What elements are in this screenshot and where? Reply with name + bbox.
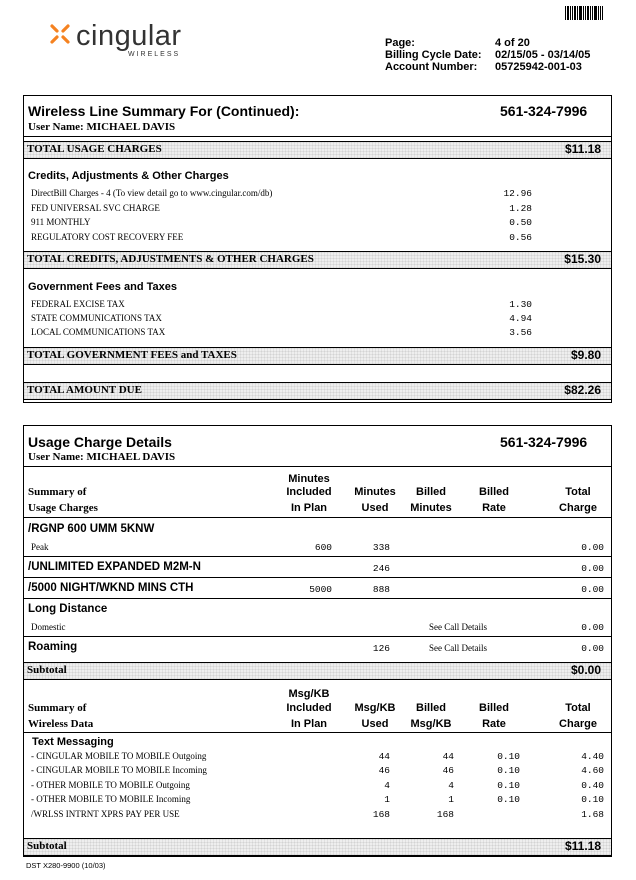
msg-billed: 4 — [448, 780, 454, 791]
total-usage-label: TOTAL USAGE CHARGES — [27, 143, 162, 155]
col-billed-2: Msg/KB — [410, 718, 452, 730]
see-call-details-note: See Call Details — [429, 643, 487, 653]
col-billed-1: Billed — [416, 702, 446, 714]
billed-rate: 0.10 — [497, 794, 520, 805]
plan-sub: Peak — [31, 542, 49, 552]
cingular-jack-icon — [48, 22, 72, 46]
minutes-used: 126 — [372, 643, 390, 654]
text-messaging-heading: Text Messaging — [32, 736, 114, 748]
col-billed-2: Minutes — [410, 502, 452, 514]
col-summary-1: Summary of — [28, 486, 87, 498]
msg-used: 4 — [384, 780, 390, 791]
gov-fee-amount: 4.94 — [509, 313, 532, 324]
msg-billed: 44 — [442, 751, 454, 762]
total-charge: 4.40 — [581, 751, 604, 762]
see-call-details-note: See Call Details — [429, 622, 487, 632]
col-included-1: Msg/KB — [288, 688, 330, 700]
col-used-2: Used — [361, 502, 389, 514]
line-summary-title: Wireless Line Summary For (Continued): — [28, 103, 300, 119]
credit-item: DirectBill Charges - 4 (To view detail go to www.cingular.com/db) — [31, 188, 273, 198]
total-usage-value: $11.18 — [564, 142, 601, 156]
minutes-included: 600 — [314, 542, 332, 553]
col-included-3: In Plan — [290, 718, 328, 730]
brand-tagline: WIRELESS — [128, 51, 181, 58]
total-usage-bar — [24, 141, 611, 159]
col-total-1: Total — [565, 486, 591, 498]
total-charge: 0.00 — [581, 542, 604, 553]
credit-item: FED UNIVERSAL SVC CHARGE — [31, 203, 160, 213]
col-included-2: Included — [286, 486, 332, 498]
total-charge: 0.00 — [581, 622, 604, 633]
msg-billed: 46 — [442, 765, 454, 776]
billing-cycle-label: Billing Cycle Date: — [385, 49, 482, 61]
col-used-1: Minutes — [354, 486, 396, 498]
msg-billed: 168 — [436, 809, 454, 820]
total-charge: 0.40 — [581, 780, 604, 791]
total-charge: 1.68 — [581, 809, 604, 820]
minutes-used: 338 — [372, 542, 390, 553]
usage-details-user: User Name: MICHAEL DAVIS — [28, 451, 176, 463]
data-row-label: - OTHER MOBILE TO MOBILE Outgoing — [31, 780, 190, 790]
total-gov-value: $9.80 — [570, 348, 601, 362]
subtotal-data-bar — [24, 838, 611, 856]
col-total-1: Total — [565, 702, 591, 714]
col-total-2: Charge — [559, 502, 597, 514]
total-credits-bar — [24, 251, 611, 269]
total-due-bar — [24, 382, 611, 400]
data-row-label: - CINGULAR MOBILE TO MOBILE Incoming — [31, 765, 207, 775]
form-number: DST X280-9900 (10/03) — [26, 861, 106, 870]
plan-name: /RGNP 600 UMM 5KNW — [28, 523, 155, 535]
col-rate-2: Rate — [482, 718, 506, 730]
roaming-heading: Roaming — [28, 641, 78, 653]
total-gov-bar — [24, 347, 611, 365]
gov-fee-item: LOCAL COMMUNICATIONS TAX — [31, 327, 166, 337]
msg-used: 1 — [384, 794, 390, 805]
subtotal-voice-bar — [24, 662, 611, 680]
total-charge: 0.00 — [581, 563, 604, 574]
col-included-3: In Plan — [290, 502, 328, 514]
credit-item: 911 MONTHLY — [31, 217, 91, 227]
billed-rate: 0.10 — [497, 765, 520, 776]
total-charge: 0.00 — [581, 584, 604, 595]
brand-name: cingular — [76, 20, 182, 52]
minutes-used: 246 — [372, 563, 390, 574]
col-used-2: Used — [361, 718, 389, 730]
billing-cycle-value: 02/15/05 - 03/14/05 — [495, 49, 591, 61]
total-due-value: $82.26 — [564, 383, 601, 397]
divider — [24, 636, 611, 637]
page-label: Page: — [385, 37, 415, 49]
billed-rate: 0.10 — [497, 780, 520, 791]
line-summary-phone: 561-324-7996 — [500, 103, 588, 119]
total-credits-label: TOTAL CREDITS, ADJUSTMENTS & OTHER CHARGES — [27, 253, 314, 265]
credit-amount: 0.50 — [509, 217, 532, 228]
col-rate-1: Billed — [479, 486, 509, 498]
col-billed-1: Billed — [416, 486, 446, 498]
total-charge: 0.10 — [581, 794, 604, 805]
gov-fees-heading: Government Fees and Taxes — [28, 281, 177, 293]
data-row-label: /WRLSS INTRNT XPRS PAY PER USE — [31, 809, 180, 819]
page-value: 4 of 20 — [495, 37, 530, 49]
plan-name: /5000 NIGHT/WKND MINS CTH — [28, 582, 194, 594]
gov-fee-amount: 3.56 — [509, 327, 532, 338]
usage-details-title: Usage Charge Details — [28, 434, 172, 450]
col-included-1: Minutes — [288, 473, 330, 485]
gov-fee-amount: 1.30 — [509, 299, 532, 310]
line-summary-user: User Name: MICHAEL DAVIS — [28, 121, 176, 133]
col-rate-1: Billed — [479, 702, 509, 714]
total-gov-label: TOTAL GOVERNMENT FEES and TAXES — [27, 349, 237, 361]
divider — [24, 517, 611, 518]
total-charge: 0.00 — [581, 643, 604, 654]
data-row-label: - OTHER MOBILE TO MOBILE Incoming — [31, 794, 191, 804]
plan-name: /UNLIMITED EXPANDED M2M-N — [28, 561, 201, 573]
credit-amount: 0.56 — [509, 232, 532, 243]
account-number-value: 05725942-001-03 — [495, 61, 582, 73]
col-used-1: Msg/KB — [354, 702, 396, 714]
msg-used: 46 — [378, 765, 390, 776]
divider — [24, 577, 611, 578]
msg-used: 168 — [372, 809, 390, 820]
barcode-icon — [565, 6, 603, 20]
total-charge: 4.60 — [581, 765, 604, 776]
divider — [24, 556, 611, 557]
subtotal-data-value: $11.18 — [564, 839, 601, 853]
usage-details-phone: 561-324-7996 — [500, 434, 588, 450]
minutes-used: 888 — [372, 584, 390, 595]
divider — [24, 136, 611, 137]
col-included-2: Included — [286, 702, 332, 714]
long-distance-sub: Domestic — [31, 622, 66, 632]
account-number-label: Account Number: — [385, 61, 478, 73]
divider — [24, 466, 611, 467]
subtotal-voice-value: $0.00 — [570, 663, 601, 677]
subtotal-data-label: Subtotal — [27, 840, 67, 852]
gov-fee-item: STATE COMMUNICATIONS TAX — [31, 313, 162, 323]
divider — [24, 732, 611, 733]
data-row-label: - CINGULAR MOBILE TO MOBILE Outgoing — [31, 751, 207, 761]
col-summary-1: Summary of — [28, 702, 87, 714]
col-summary-2: Usage Charges — [28, 502, 98, 514]
minutes-included: 5000 — [309, 584, 332, 595]
billed-rate: 0.10 — [497, 751, 520, 762]
credits-heading: Credits, Adjustments & Other Charges — [28, 170, 229, 182]
col-total-2: Charge — [559, 718, 597, 730]
gov-fee-item: FEDERAL EXCISE TAX — [31, 299, 125, 309]
long-distance-heading: Long Distance — [28, 603, 108, 615]
subtotal-voice-label: Subtotal — [27, 664, 67, 676]
divider — [24, 598, 611, 599]
msg-used: 44 — [378, 751, 390, 762]
total-credits-value: $15.30 — [564, 252, 601, 266]
credit-amount: 12.96 — [503, 188, 532, 199]
col-summary-2: Wireless Data — [28, 718, 94, 730]
col-rate-2: Rate — [482, 502, 506, 514]
credit-amount: 1.28 — [509, 203, 532, 214]
msg-billed: 1 — [448, 794, 454, 805]
credit-item: REGULATORY COST RECOVERY FEE — [31, 232, 184, 242]
total-due-label: TOTAL AMOUNT DUE — [27, 384, 142, 396]
